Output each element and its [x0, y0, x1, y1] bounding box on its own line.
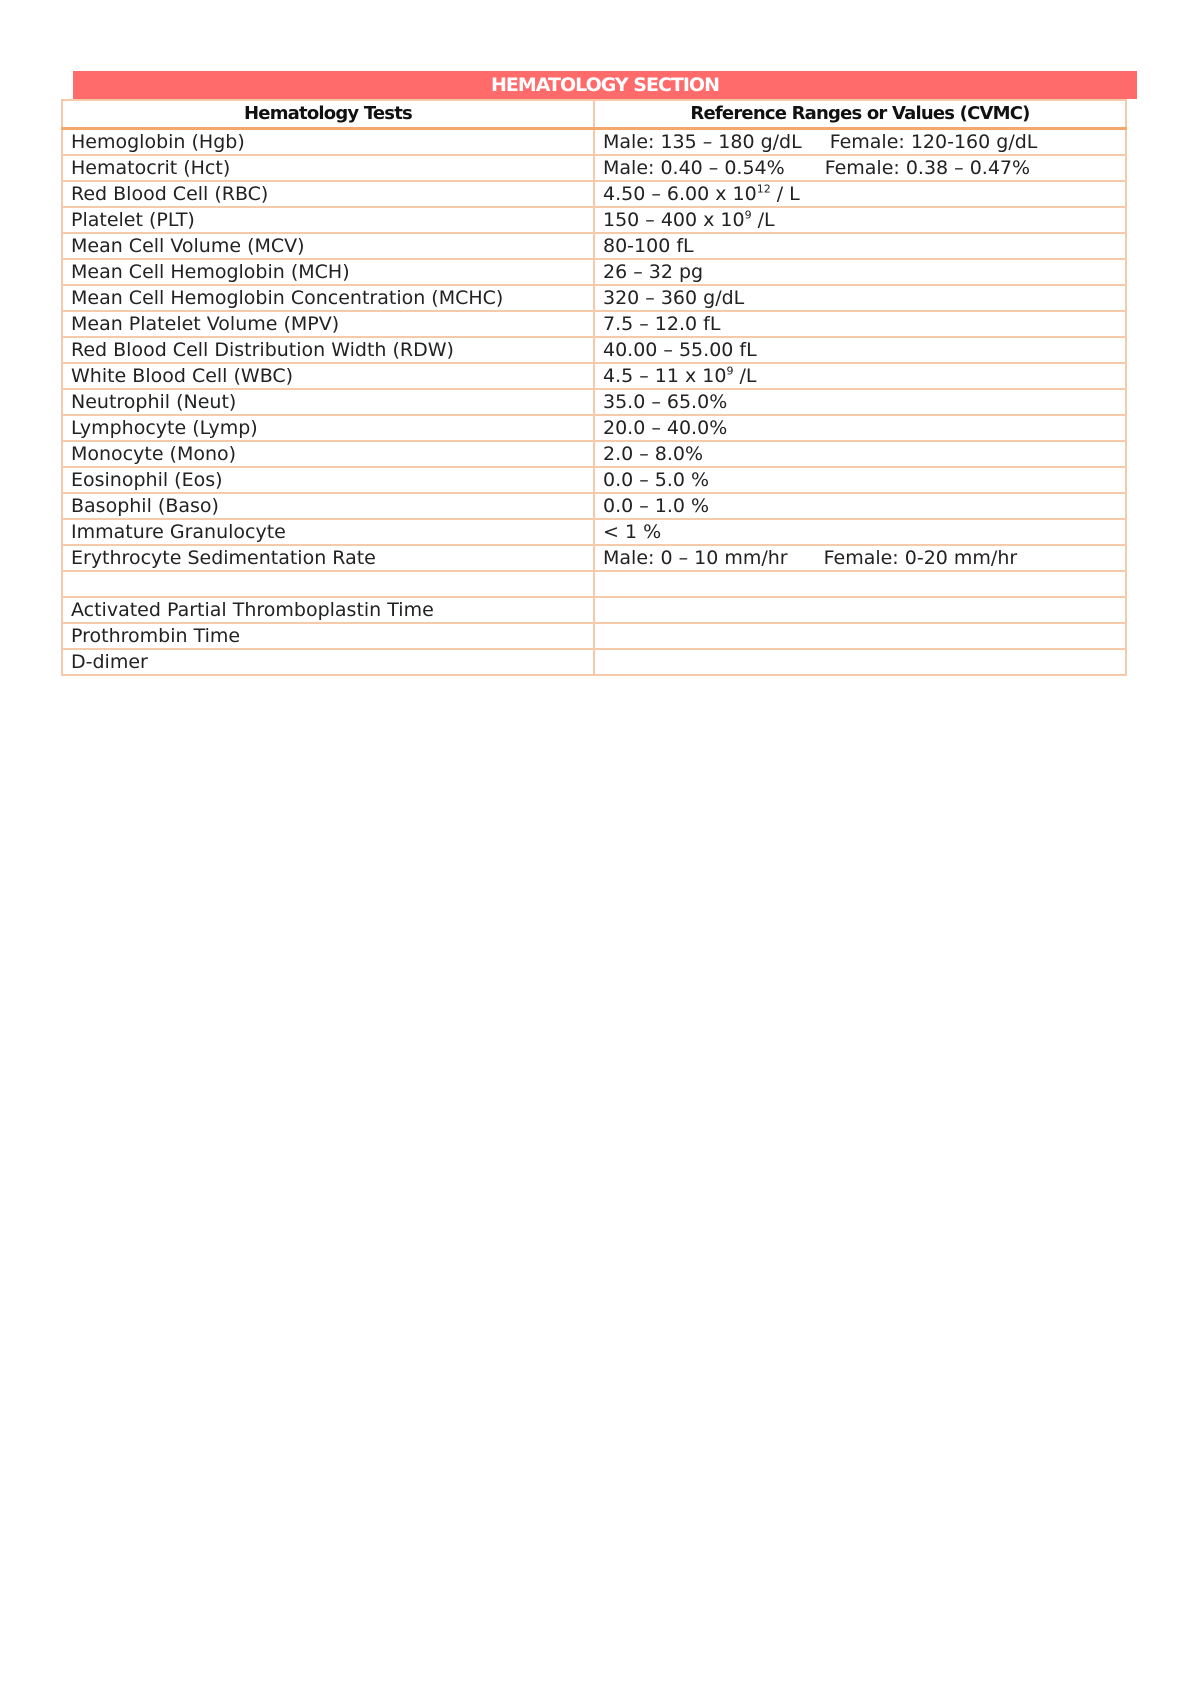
reference-value: [594, 129, 1126, 156]
table-row-empty: [62, 571, 1126, 597]
table-header-row: [62, 100, 1126, 129]
test-name: White Blood Cell (WBC): [62, 363, 594, 389]
table-row-hemoglobin: [62, 129, 1126, 156]
table-row-basophil: [62, 493, 1126, 519]
table-row-esr: [62, 545, 1126, 571]
reference-value: [594, 155, 1126, 181]
test-name: Neutrophil (Neut): [62, 389, 594, 415]
test-name: Eosinophil (Eos): [62, 467, 594, 493]
table-row-mpv: [62, 311, 1126, 337]
test-name: Lymphocyte (Lymp): [62, 415, 594, 441]
table-row-rdw: [62, 337, 1126, 363]
table-row-platelet: [62, 207, 1126, 233]
table-row-mch: [62, 259, 1126, 285]
reference-value: 320 – 360 g/dL: [594, 285, 1126, 311]
test-name: D-dimer: [62, 649, 594, 675]
reference-value: 80-100 fL: [594, 233, 1126, 259]
value-base: 150 – 400 x 10: [603, 209, 745, 231]
value-unit: /L: [733, 365, 757, 387]
column-header-ranges: Reference Ranges or Values (CVMC): [594, 100, 1126, 129]
table-row-hematocrit: [62, 155, 1126, 181]
male-range: Male: 0.40 – 0.54%: [603, 157, 785, 179]
table-row-neutrophil: [62, 389, 1126, 415]
reference-value: < 1 %: [594, 519, 1126, 545]
test-name: Basophil (Baso): [62, 493, 594, 519]
section-title-banner: HEMATOLOGY SECTION: [73, 71, 1137, 99]
reference-value: [594, 597, 1126, 623]
female-range: Female: 0-20 mm/hr: [823, 547, 1018, 569]
test-name: [62, 571, 594, 597]
reference-value: [594, 207, 1126, 233]
table-row-rbc: [62, 181, 1126, 207]
test-name: Red Blood Cell (RBC): [62, 181, 594, 207]
table-row-monocyte: [62, 441, 1126, 467]
male-range: Male: 135 – 180 g/dL: [603, 131, 802, 153]
reference-value: [594, 181, 1126, 207]
reference-value: [594, 363, 1126, 389]
value-unit: / L: [770, 183, 800, 205]
female-range: Female: 120-160 g/dL: [829, 131, 1038, 153]
test-name: Mean Cell Hemoglobin (MCH): [62, 259, 594, 285]
test-name: Prothrombin Time: [62, 623, 594, 649]
value-base: 4.50 – 6.00 x 10: [603, 183, 757, 205]
reference-value: 35.0 – 65.0%: [594, 389, 1126, 415]
table-row-prothrombin-time: [62, 623, 1126, 649]
table-row-eosinophil: [62, 467, 1126, 493]
column-header-tests: Hematology Tests: [62, 100, 594, 129]
reference-value: 20.0 – 40.0%: [594, 415, 1126, 441]
test-name: Platelet (PLT): [62, 207, 594, 233]
table-row-mcv: [62, 233, 1126, 259]
test-name: Activated Partial Thromboplastin Time: [62, 597, 594, 623]
table-row-d-dimer: [62, 649, 1126, 675]
reference-value: 2.0 – 8.0%: [594, 441, 1126, 467]
reference-value: 0.0 – 5.0 %: [594, 467, 1126, 493]
value-base: 4.5 – 11 x 10: [603, 365, 727, 387]
reference-value: [594, 545, 1126, 571]
value-exponent: 9: [726, 364, 734, 378]
reference-value: 0.0 – 1.0 %: [594, 493, 1126, 519]
test-name: Hematocrit (Hct): [62, 155, 594, 181]
value-exponent: 12: [756, 182, 771, 196]
reference-value: [594, 649, 1126, 675]
test-name: Red Blood Cell Distribution Width (RDW): [62, 337, 594, 363]
table-row-lymphocyte: [62, 415, 1126, 441]
reference-value: [594, 571, 1126, 597]
test-name: Immature Granulocyte: [62, 519, 594, 545]
reference-value: 7.5 – 12.0 fL: [594, 311, 1126, 337]
test-name: Monocyte (Mono): [62, 441, 594, 467]
test-name: Hemoglobin (Hgb): [62, 129, 594, 156]
test-name: Mean Cell Volume (MCV): [62, 233, 594, 259]
table-row-aptt: [62, 597, 1126, 623]
hematology-reference-table: [61, 99, 1127, 676]
table-row-wbc: [62, 363, 1126, 389]
test-name: Mean Platelet Volume (MPV): [62, 311, 594, 337]
test-name: Erythrocyte Sedimentation Rate: [62, 545, 594, 571]
reference-value: [594, 623, 1126, 649]
table-row-immature-granulocyte: [62, 519, 1126, 545]
test-name: Mean Cell Hemoglobin Concentration (MCHC): [62, 285, 594, 311]
reference-value: 40.00 – 55.00 fL: [594, 337, 1126, 363]
value-unit: /L: [751, 209, 775, 231]
table-row-mchc: [62, 285, 1126, 311]
reference-value: 26 – 32 pg: [594, 259, 1126, 285]
value-exponent: 9: [744, 208, 752, 222]
male-range: Male: 0 – 10 mm/hr: [603, 547, 788, 569]
female-range: Female: 0.38 – 0.47%: [824, 157, 1031, 179]
